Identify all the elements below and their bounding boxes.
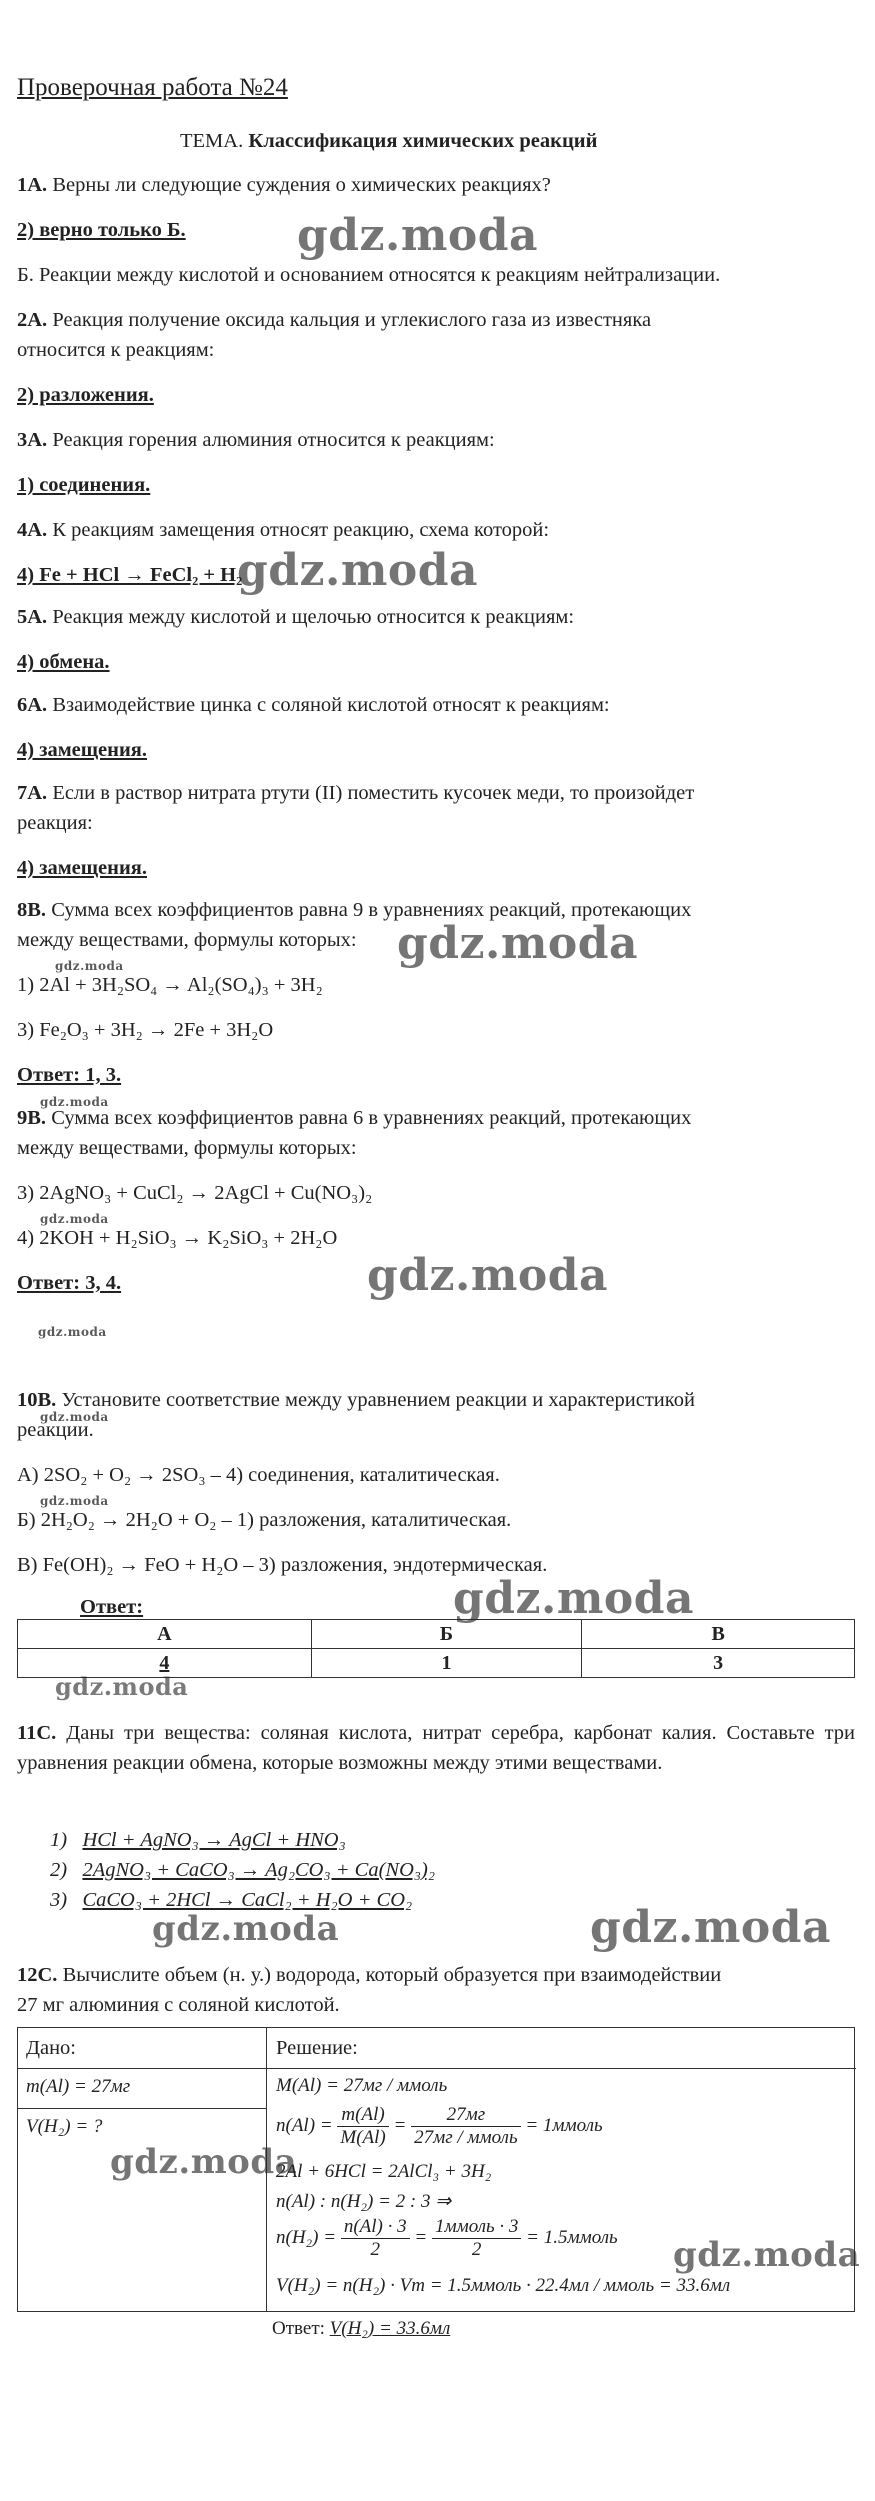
question-number: 11С. <box>17 1722 57 1744</box>
table-header-row <box>18 1620 855 1649</box>
equation-text: CaCO₃ + 2HCl → CaCl₂ + H₂O + CO₂ <box>82 1889 413 1911</box>
question-10-line2: реакции. <box>17 1419 94 1441</box>
result: = 1.5ммоль <box>526 2226 618 2248</box>
question-text: Реакция между кислотой и щелочью относится к реакциям: <box>52 606 575 628</box>
watermark-small: gdz.moda <box>40 1095 109 1109</box>
formula-lhs: n(H₂) = <box>276 2226 337 2248</box>
question-text: Верны ли следующие суждения о химических реакциях? <box>52 174 551 196</box>
denominator: 2 <box>471 2239 482 2260</box>
question-number: 12С. <box>17 1964 58 1986</box>
question-10 <box>17 1385 695 1415</box>
answer-table <box>17 1619 855 1678</box>
statement-b: Б. Реакции между кислотой и основанием относятся к реакциям нейтрализации. <box>17 264 721 286</box>
solution-moles-h2 <box>276 2216 618 2261</box>
watermark: gdz.moda <box>237 545 479 596</box>
question-number: 1А. <box>17 174 48 196</box>
question-number: 4А. <box>17 519 48 541</box>
equals: = <box>414 2226 428 2248</box>
solution-volume: V(H₂) = n(H₂) · Vm = 1.5ммоль · 22.4мл / ммоль = 33.6мл <box>276 2275 731 2296</box>
question-text: Реакция получение оксида кальция и углекислого газа из известняка <box>52 309 652 331</box>
solution-label: Решение: <box>276 2037 358 2059</box>
match-a: А) 2SO₂ + O₂ → 2SO₃ – 4) соединения, каталитическая. <box>17 1464 500 1486</box>
watermark: gdz.moda <box>397 918 639 969</box>
topic-name: Классификация химических реакций <box>248 130 598 152</box>
question-number: 9В. <box>17 1107 47 1129</box>
question-11 <box>17 1718 855 1778</box>
watermark: gdz.moda <box>55 1672 189 1701</box>
answer-4: 4) Fe + HCl → FeCl₂ + H₂ <box>17 564 243 586</box>
question-text-3: веществами. <box>552 1752 663 1774</box>
question-3 <box>17 425 495 455</box>
table-cell-c: 3 <box>582 1649 855 1678</box>
equation-8-3: 3) Fe₂O₃ + 3H₂ → 2Fe + 3H₂O <box>17 1019 274 1041</box>
watermark: gdz.moda <box>152 1909 340 1949</box>
watermark-small: gdz.moda <box>38 1325 107 1339</box>
question-number: 7А. <box>17 782 48 804</box>
denominator: 2 <box>370 2239 380 2260</box>
answer-value: V(H₂) = 33.6мл <box>329 2318 451 2339</box>
answer-9: Ответ: 3, 4. <box>17 1272 122 1294</box>
fraction <box>411 2104 521 2149</box>
watermark: gdz.moda <box>590 1902 832 1953</box>
watermark: gdz.moda <box>673 2235 861 2275</box>
answer-5: 4) обмена. <box>17 651 110 673</box>
question-number: 8В. <box>17 899 47 921</box>
list-number: 1) <box>50 1829 68 1851</box>
table-cell-b: 1 <box>311 1649 582 1678</box>
match-b: Б) 2H₂O₂ → 2H₂O + O₂ – 1) разложения, каталитическая. <box>17 1509 512 1531</box>
question-number: 2А. <box>17 309 48 331</box>
question-9-line2: между веществами, формулы которых: <box>17 1137 357 1159</box>
equation-text: 2AgNO₃ + CaCO₃ → Ag₂CO₃ + Ca(NO₃)₂ <box>82 1859 435 1881</box>
equation-8-1: 1) 2Al + 3H₂SO₄ → Al₂(SO₄)₃ + 3H₂ <box>17 974 323 996</box>
question-7-line2: реакция: <box>17 812 93 834</box>
watermark: gdz.moda <box>297 210 539 261</box>
result: = 1ммоль <box>525 2114 603 2136</box>
fraction <box>337 2104 388 2149</box>
equation-11-2 <box>50 1855 435 1885</box>
watermark-small: gdz.moda <box>40 1410 109 1424</box>
answer-3: 1) соединения. <box>17 474 151 496</box>
topic-prefix: ТЕМА. <box>180 130 244 152</box>
solution-equation: 2Al + 6HCl = 2AlCl₃ + 3H₂ <box>276 2161 492 2182</box>
formula-lhs: n(Al) = <box>276 2114 333 2136</box>
answer-6: 4) замещения. <box>17 739 147 761</box>
list-number: 3) <box>50 1889 68 1911</box>
table-header-c: В <box>582 1620 855 1649</box>
watermark: gdz.moda <box>110 2142 298 2182</box>
question-number: 5А. <box>17 606 48 628</box>
equation-9-4: 4) 2KOH + H₂SiO₃ → K₂SiO₃ + 2H₂O <box>17 1227 338 1249</box>
topic-line <box>180 126 597 156</box>
given-volume: V(H₂) = ? <box>26 2116 103 2137</box>
fraction <box>341 2216 410 2261</box>
question-12-line2: 27 мг алюминия с соляной кислотой. <box>17 1994 340 2016</box>
given-mass: m(Al) = 27мг <box>26 2076 131 2097</box>
question-12 <box>17 1960 721 1990</box>
watermark-small: gdz.moda <box>55 959 124 973</box>
numerator: 27мг <box>411 2104 521 2127</box>
table-header-b: Б <box>311 1620 582 1649</box>
list-number: 2) <box>50 1859 68 1881</box>
solution-moles <box>276 2104 603 2149</box>
question-text: К реакциям замещения относят реакцию, схема которой: <box>52 519 550 541</box>
question-text: Сумма всех коэффициентов равна 9 в уравнениях реакций, протекающих <box>51 899 692 921</box>
question-text: Реакция горения алюминия относится к реакциям: <box>52 429 495 451</box>
question-2 <box>17 305 651 335</box>
question-text: Установите соответствие между уравнением реакции и характеристикой <box>61 1389 695 1411</box>
equation-11-1 <box>50 1825 346 1855</box>
watermark-small: gdz.moda <box>40 1494 109 1508</box>
question-text-2: Составьте три уравнения реакции обмена, которые возможны между этими <box>17 1722 855 1774</box>
numerator: n(Al) · 3 <box>341 2216 410 2239</box>
solution-ratio: n(Al) : n(H₂) = 2 : 3 ⇒ <box>276 2191 452 2212</box>
answer-7: 4) замещения. <box>17 857 147 879</box>
page-title: Проверочная работа №24 <box>17 74 288 101</box>
denominator: 27мг / ммоль <box>414 2127 518 2148</box>
table-cell-a: 4 <box>18 1649 312 1678</box>
table-header-a: А <box>18 1620 312 1649</box>
numerator: m(Al) <box>337 2104 388 2127</box>
question-text: Даны три вещества: соляная кислота, нитрат серебра, карбонат калия. <box>66 1722 717 1744</box>
fraction <box>432 2216 521 2261</box>
question-6 <box>17 690 610 720</box>
equation-9-3: 3) 2AgNO₃ + CuCl₂ → 2AgCl + Cu(NO₃)₂ <box>17 1182 373 1204</box>
question-1 <box>17 170 551 200</box>
final-answer <box>272 2318 450 2340</box>
question-8-line2: между веществами, формулы которых: <box>17 929 357 951</box>
numerator: 1ммоль · 3 <box>432 2216 521 2239</box>
answer-prefix: Ответ: <box>272 2318 325 2339</box>
equation-text: HCl + AgNO₃ → AgCl + HNO₃ <box>82 1829 346 1851</box>
watermark: gdz.moda <box>453 1573 695 1624</box>
given-divider <box>18 2108 266 2109</box>
question-text: Если в раствор нитрата ртути (II) поместить кусочек меди, то произойдет <box>52 782 695 804</box>
watermark-small: gdz.moda <box>40 1212 109 1226</box>
question-number: 3А. <box>17 429 48 451</box>
question-9 <box>17 1103 691 1133</box>
question-text: Взаимодействие цинка с соляной кислотой относят к реакциям: <box>52 694 610 716</box>
watermark: gdz.moda <box>367 1250 609 1301</box>
given-label: Дано: <box>26 2037 76 2059</box>
header-divider <box>18 2068 856 2069</box>
question-number: 6А. <box>17 694 48 716</box>
answer-2: 2) разложения. <box>17 384 154 406</box>
denominator: M(Al) <box>340 2127 386 2148</box>
question-text: Вычислите объем (н. у.) водорода, который образуется при взаимодействии <box>62 1964 722 1986</box>
question-5 <box>17 602 574 632</box>
answer-10-label: Ответ: <box>80 1596 144 1618</box>
solution-molar-mass: M(Al) = 27мг / ммоль <box>276 2075 448 2096</box>
question-4 <box>17 515 549 545</box>
equals: = <box>393 2114 407 2136</box>
question-2-line2: относится к реакциям: <box>17 339 215 361</box>
answer-8: Ответ: 1, 3. <box>17 1064 122 1086</box>
match-c: В) Fe(OH)₂ → FeO + H₂O – 3) разложения, эндотермическая. <box>17 1554 548 1576</box>
answer-1: 2) верно только Б. <box>17 219 186 241</box>
question-7 <box>17 778 694 808</box>
question-number: 10В. <box>17 1389 57 1411</box>
question-text: Сумма всех коэффициентов равна 6 в уравнениях реакций, протекающих <box>51 1107 692 1129</box>
